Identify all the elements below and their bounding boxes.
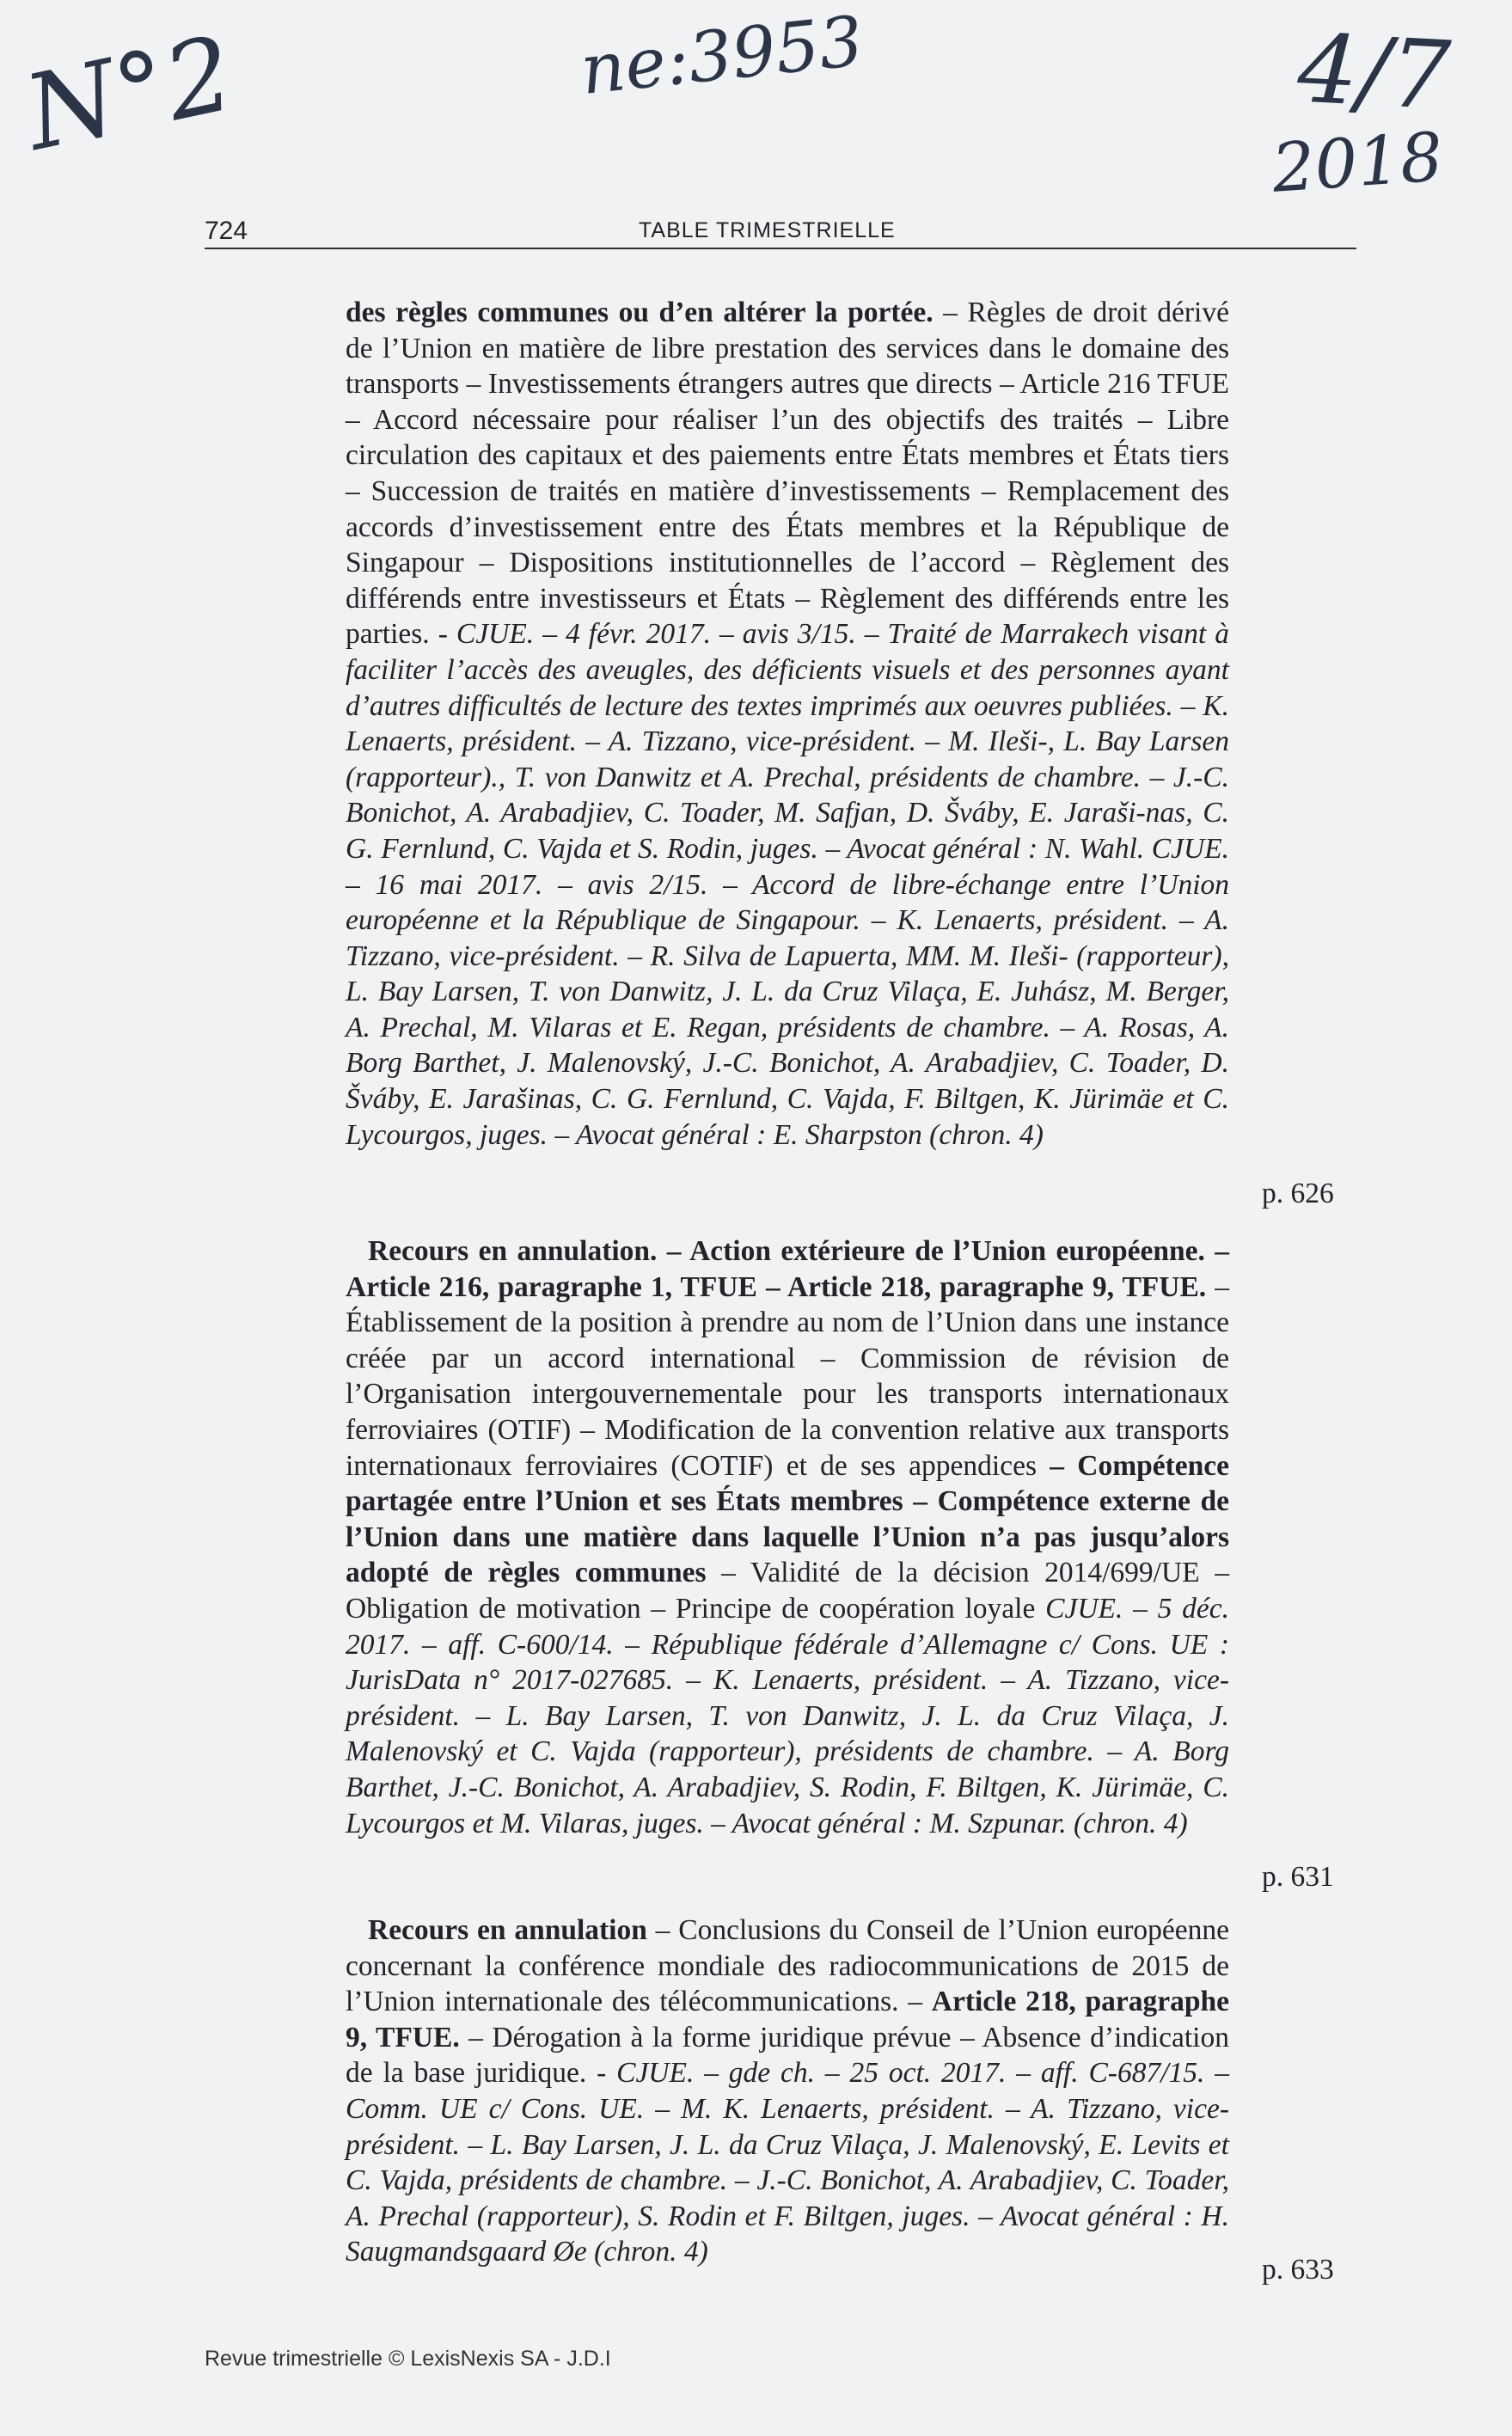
entry-keywords: – Établissement de la position à prendre au nom de l’Union dans une instance créée par un accord international – Commission de révision de l’Organisation intergouvernementale pour les transports internationaux ferroviaires (OTIF) – Modification de la convention relative aux transports internationaux ferroviaires (COTIF) et de ses appendices bbox=[346, 1270, 1229, 1482]
page-reference: p. 626 bbox=[1262, 1178, 1334, 1209]
page-number: 724 bbox=[205, 217, 248, 245]
entry-keywords: – Conclusions du Conseil de l’Union européenne concernant la conférence mondiale des radiocommunications de 2015 de l’Union internationale des télécommunications. – bbox=[346, 1914, 1229, 2018]
running-head bbox=[205, 217, 1356, 249]
entry-text bbox=[346, 1233, 1229, 1841]
entry-text bbox=[346, 295, 1229, 1153]
entry-citation: CJUE. – 5 déc. 2017. – aff. C-600/14. – République fédérale d’Allemagne c/ Cons. UE : JurisData n° 2017-027685. – K. Lenaerts, président. – A. Tizzano, vice-président. – L. Bay Larsen, T. von Danwitz, J. L. da Cruz Vilaça, J. Malenovský et C. Vajda (rapporteur), présidents de chambre. – A. Borg Barthet, J.-C. Bonichot, A. Arabadjiev, S. Rodin, F. Biltgen, K. Jürimäe, C. Lycourgos et M. Vilaras, juges. – Avocat général : M. Szpunar. (chron. 4) bbox=[346, 1592, 1230, 1839]
entry-citation: CJUE. – gde ch. – 25 oct. 2017. – aff. C-687/15. – Comm. UE c/ Cons. UE. – M. K. Lenaerts, président. – A. Tizzano, vice-président. – L. Bay Larsen, J. L. da Cruz Vilaça, J. Malenovský, E. Levits et C. Vajda, présidents de chambre. – J.-C. Bonichot, A. Arabadjiev, C. Toader, A. Prechal (rapporteur), S. Rodin et F. Biltgen, juges. – Avocat général : H. Saugmandsgaard Øe (chron. 4) bbox=[346, 2057, 1229, 2268]
footer: Revue trimestrielle © LexisNexis SA - J.D.I bbox=[205, 2347, 611, 2371]
running-title: TABLE TRIMESTRIELLE bbox=[639, 218, 896, 242]
entry-bold-heading: Recours en annulation bbox=[368, 1914, 647, 1946]
handwritten-number-mark: N°2 bbox=[15, 14, 244, 174]
page-reference: p. 631 bbox=[1262, 1861, 1334, 1893]
entry-text bbox=[346, 1913, 1229, 2270]
entry-citation: CJUE. – 4 févr. 2017. – avis 3/15. – Traité de Marrakech visant à faciliter l’accès des aveugles, des déficients visuels et des personnes ayant d’autres difficultés de lecture des textes imprimés aux oeuvres publiées. – K. Lenaerts, président. – A. Tizzano, vice-président. – M. Ileši-, L. Bay Larsen (rapporteur)., T. von Danwitz et A. Prechal, présidents de chambre. – J.-C. Bonichot, A. Arabadjiev, C. Toader, M. Safjan, D. Šváby, E. Jaraši-nas, C. G. Fernlund, C. Vajda et S. Rodin, juges. – Avocat général : N. Wahl. CJUE. – 16 mai 2017. – avis 2/15. – Accord de libre-échange entre l’Union européenne et la République de Singapour. – K. Lenaerts, président. – A. Tizzano, vice-président. – R. Silva de Lapuerta, MM. M. Ileši- (rapporteur), L. Bay Larsen, T. von Danwitz, J. L. da Cruz Vilaça, E. Juhász, M. Berger, A. Prechal, M. Vilaras et E. Regan, présidents de chambre. – A. Rosas, A. Borg Barthet, J. Malenovský, J.-C. Bonichot, A. Arabadjiev, C. Toader, D. Šváby, E. Jarašinas, C. G. Fernlund, C. Vajda, F. Biltgen, K. Jürimäe et C. Lycourgos, juges. – Avocat général : E. Sharpston (chron. 4) bbox=[346, 618, 1230, 1151]
entry-bold-heading: des règles communes ou d’en altérer la portée. bbox=[346, 297, 934, 328]
entry-keywords: – Dérogation à la forme juridique prévue – Absence d’indication de la base juridique. - bbox=[346, 2021, 1229, 2090]
entry-keywords: – Validité de la décision 2014/699/UE – Obligation de motivation – Principe de coopération loyale bbox=[346, 1557, 1229, 1625]
handwritten-fraction-mark: 4/7 bbox=[1295, 13, 1454, 132]
handwritten-year-mark: 2018 bbox=[1270, 119, 1446, 208]
entry-bold-keywords: – Compétence partagée entre l’Union et ses États membres – Compétence externe de l’Union dans une matière dans laquelle l’Union n’a pas jusqu’alors adopté de règles communes bbox=[346, 1449, 1230, 1589]
page-reference: p. 633 bbox=[1262, 2254, 1334, 2286]
entry-keywords: – Règles de droit dérivé de l’Union en matière de libre prestation des services dans le domaine des transports – Investissements étrangers autres que directs – Article 216 TFUE – Accord nécessaire pour réaliser l’un des objectifs des traités – Libre circulation des capitaux et des paiements entre États membres et États tiers – Succession de traités en matière d’investissements – Remplacement des accords d’investissement entre des États membres et la République de Singapour – Dispositions institutionnelles de l’accord – Règlement des différends entre investisseurs et États – Règlement des différends entre les parties. - bbox=[346, 297, 1229, 651]
entry-bold-keywords: Article 218, paragraphe 9, TFUE. bbox=[346, 1986, 1229, 2053]
entry-bold-heading: Recours en annulation. – Action extérieure de l’Union européenne. – Article 216, paragraphe 1, TFUE – Article 218, paragraphe 9, TFUE. bbox=[346, 1235, 1229, 1303]
handwritten-reference-mark: ne:3953 bbox=[577, 1, 867, 110]
